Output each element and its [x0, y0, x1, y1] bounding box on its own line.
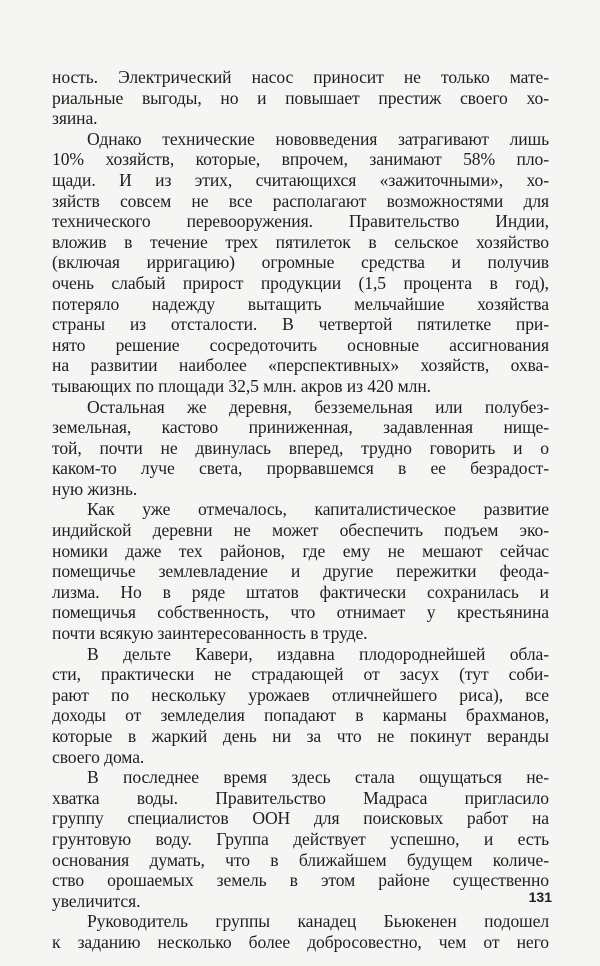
text-line: щади. И из этих, считающихся «зажиточными», хо- [52, 169, 549, 190]
text-line: доходы от земледелия попадают в карманы брахманов, [52, 705, 549, 726]
text-line: 10% хозяйств, которые, впрочем, занимают 58% пло- [52, 149, 549, 170]
text-line: ство орошаемых земель в этом районе существенно [52, 870, 549, 891]
text-line: лизма. Но в ряде штатов фактически сохранилась и [52, 581, 549, 602]
text-line: группу специалистов ООН для поисковых работ на [52, 808, 549, 829]
text-line: Руководитель группы канадец Бьюкенен подошел [87, 911, 549, 932]
text-line: Однако технические нововведения затрагивают лишь [87, 128, 549, 149]
paragraph [52, 397, 549, 500]
text-line: которые в жаркий день ни за что не покинут веранды [52, 726, 549, 746]
text-line: помещичье землевладение и другие пережитки феода- [52, 561, 549, 582]
text-line: потеряло надежду вытащить мельчайшие хозяйства [52, 293, 549, 314]
text-line: номики даже тех районов, где ему не мешают сейчас [52, 540, 549, 561]
text-line: очень слабый прирост продукции (1,5 процента в год), [52, 272, 549, 293]
text-line: страны из отсталости. В четвертой пятилетке при- [52, 314, 549, 335]
text-line: хватка воды. Правительство Мадраса пригласило [52, 787, 549, 808]
text-line: на развитии наиболее «перспективных» хозяйств, охва- [52, 355, 549, 376]
text-line: (включая ирригацию) огромные средства и получив [52, 252, 549, 273]
paragraph [52, 644, 549, 768]
text-line: Как уже отмечалось, капиталистическое развитие [87, 499, 549, 520]
paragraph [52, 767, 549, 911]
text-line: индийской деревни не может обеспечить подъем эко- [52, 520, 549, 541]
text-line: каком-то луче света, прорвавшемся в ее безрадост- [52, 458, 549, 479]
text-line: В дельте Кавери, издавна плодороднейшей обла- [87, 643, 549, 664]
text-line: почти всякую заинтересованность в труде. [52, 623, 368, 644]
text-line: своего дома. [52, 746, 145, 767]
text-line: той, почти не двинулась вперед, трудно говорить и о [52, 437, 549, 458]
text-line: тывающих по площади 32,5 млн. акров из 420 млн. [52, 375, 431, 396]
text-line: помещичья собственность, что отнимает у крестьянина [52, 602, 549, 623]
text-line: рают по нескольку урожаев отличнейшего риса), все [52, 684, 549, 705]
text-line: земельная, кастово приниженная, задавленная нище- [52, 417, 549, 438]
text-line: зяина. [52, 108, 98, 129]
text-line: грунтовую воду. Группа действует успешно, и есть [52, 828, 549, 849]
text-line: зяйств совсем не все располагают возможностями для [52, 190, 549, 211]
text-line: ную жизнь. [52, 478, 138, 499]
text-line: В последнее время здесь стала ощущаться не- [87, 767, 549, 788]
text-line: основания думать, что в ближайшем будущем количе- [52, 849, 549, 870]
body-text [52, 67, 549, 953]
text-line: Остальная же деревня, безземельная или полубез- [87, 396, 549, 417]
text-line: сти, практически не страдающей от засух (тут соби- [52, 664, 549, 685]
page-number: 131 [528, 889, 552, 905]
text-line: увеличится. [52, 890, 141, 911]
paragraph [52, 911, 549, 952]
text-line: риальные выгоды, но и повышает престиж своего хо- [52, 87, 549, 108]
text-line: вложив в течение трех пятилеток в сельское хозяйство [52, 231, 549, 252]
paragraph [52, 129, 549, 397]
text-line: ность. Электрический насос приносит не только мате- [52, 67, 549, 87]
text-line: нято решение сосредоточить основные ассигнования [52, 334, 549, 355]
text-line: технического перевооружения. Правительство Индии, [52, 211, 549, 232]
text-line: к заданию несколько более добросовестно, чем от него [52, 931, 549, 952]
paragraph [52, 67, 549, 129]
paragraph [52, 499, 549, 643]
